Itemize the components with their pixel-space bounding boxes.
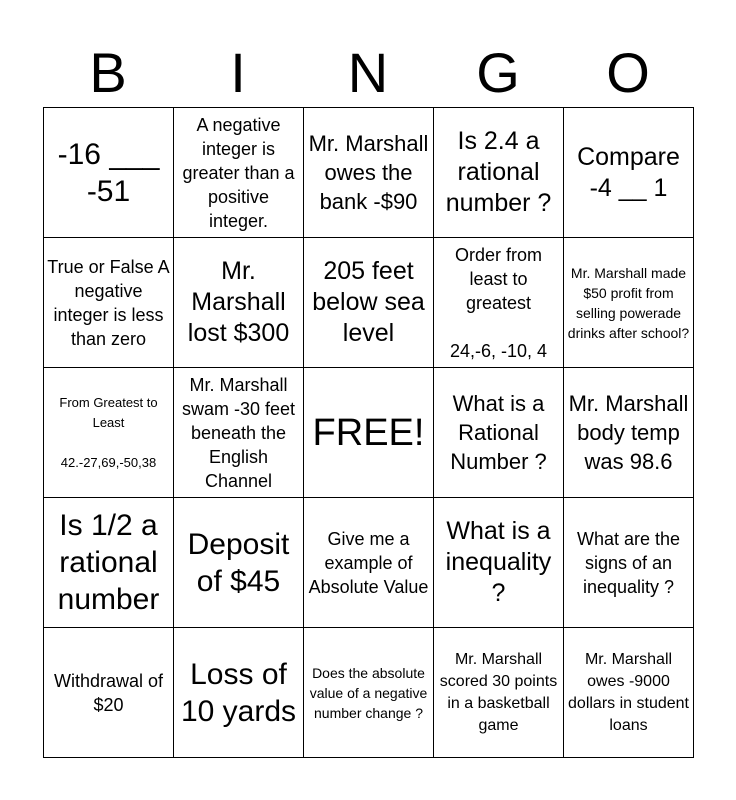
bingo-cell-r5-c3[interactable]: Does the absolute value of a negative number change ? <box>304 628 434 758</box>
bingo-cell-r3-c2[interactable]: Mr. Marshall swam -30 feet beneath the English Channel <box>174 368 304 498</box>
bingo-cell-r4-c2[interactable]: Deposit of $45 <box>174 498 304 628</box>
bingo-cell-r2-c5[interactable]: Mr. Marshall made $50 profit from selling powerade drinks after school? <box>564 238 694 368</box>
bingo-cell-r1-c3[interactable]: Mr. Marshall owes the bank -$90 <box>304 108 434 238</box>
bingo-cell-r1-c1[interactable]: -16 ___ -51 <box>44 108 174 238</box>
bingo-cell-r3-c4[interactable]: What is a Rational Number ? <box>434 368 564 498</box>
bingo-cell-r1-c2[interactable]: A negative integer is greater than a positive integer. <box>174 108 304 238</box>
bingo-cell-r4-c4[interactable]: What is a inequality ? <box>434 498 564 628</box>
bingo-cell-r1-c5[interactable]: Compare -4 __ 1 <box>564 108 694 238</box>
header-letter-b: B <box>89 41 127 104</box>
bingo-cell-r3-c1[interactable]: From Greatest to Least 42.-27,69,-50,38 <box>44 368 174 498</box>
header-letter-i: I <box>230 41 246 104</box>
bingo-cell-r1-c4[interactable]: Is 2.4 a rational number ? <box>434 108 564 238</box>
free-space[interactable]: FREE! <box>304 368 434 498</box>
header-letter-g: G <box>476 41 520 104</box>
bingo-cell-r4-c5[interactable]: What are the signs of an inequality ? <box>564 498 694 628</box>
bingo-cell-r2-c4[interactable]: Order from least to greatest 24,-6, -10, 4 <box>434 238 564 368</box>
bingo-cell-r5-c2[interactable]: Loss of 10 yards <box>174 628 304 758</box>
bingo-cell-r2-c1[interactable]: True or False A negative integer is less than zero <box>44 238 174 368</box>
bingo-cell-r5-c4[interactable]: Mr. Marshall scored 30 points in a basketball game <box>434 628 564 758</box>
bingo-cell-r4-c1[interactable]: Is 1/2 a rational number <box>44 498 174 628</box>
header-letter-o: O <box>606 41 650 104</box>
bingo-cell-r5-c1[interactable]: Withdrawal of $20 <box>44 628 174 758</box>
bingo-cell-r2-c3[interactable]: 205 feet below sea level <box>304 238 434 368</box>
header-letter-n: N <box>347 41 389 104</box>
bingo-cell-r4-c3[interactable]: Give me a example of Absolute Value <box>304 498 434 628</box>
bingo-grid <box>43 107 694 758</box>
bingo-cell-r3-c5[interactable]: Mr. Marshall body temp was 98.6 <box>564 368 694 498</box>
bingo-cell-r5-c5[interactable]: Mr. Marshall owes -9000 dollars in student loans <box>564 628 694 758</box>
bingo-header <box>43 40 693 106</box>
bingo-cell-r2-c2[interactable]: Mr. Marshall lost $300 <box>174 238 304 368</box>
